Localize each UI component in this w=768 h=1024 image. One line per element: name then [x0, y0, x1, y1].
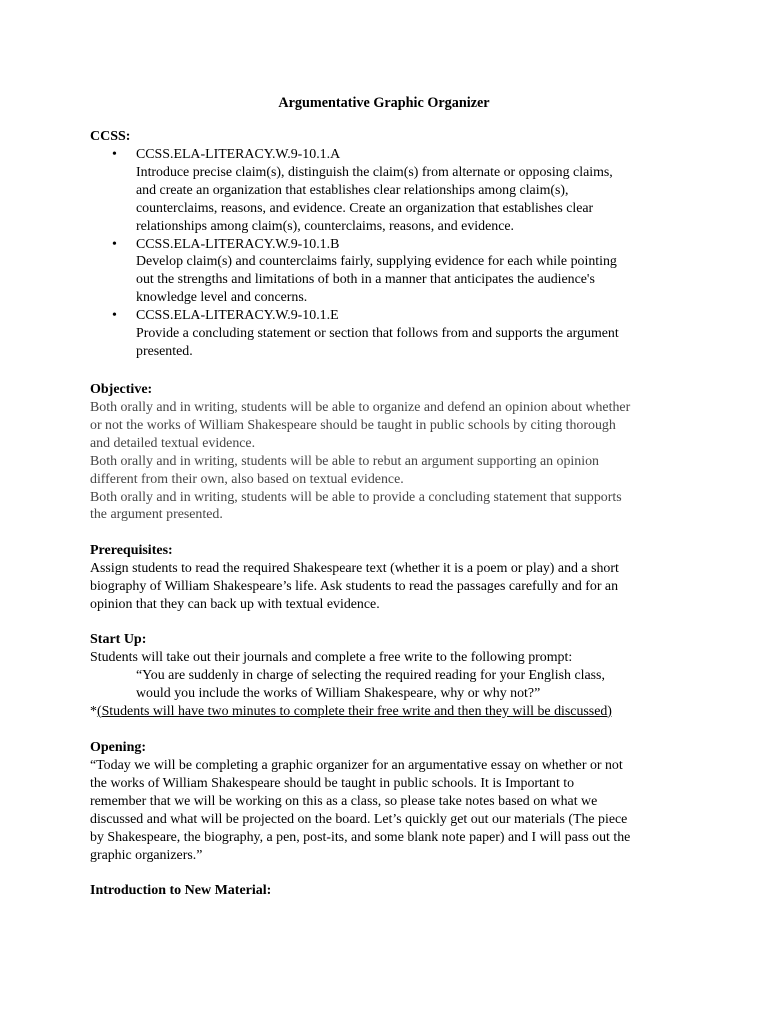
prerequisites-heading: Prerequisites:: [90, 543, 173, 558]
startup-intro: Students will take out their journals and complete a free write to the following prompt:: [90, 650, 573, 665]
ccss-item-code: CCSS.ELA-LITERACY.W.9-10.1.B: [136, 236, 340, 252]
startup-quote: “You are suddenly in charge of selecting the required reading for your English class,: [136, 667, 605, 683]
objective-section: [90, 381, 690, 524]
ccss-item-text: and create an organization that establishes clear relationships among claim(s),: [136, 182, 569, 198]
objective-text: Both orally and in writing, students will be able to organize and defend an opinion about whether: [90, 400, 631, 415]
ccss-item-a: [90, 146, 690, 236]
ccss-item-e: [90, 307, 690, 361]
opening-text: discussed and what will be projected on the board. Let’s quickly get out our materials (The piece: [90, 811, 628, 827]
startup-heading: Start Up:: [90, 632, 147, 647]
objective-text: Both orally and in writing, students will be able to provide a concluding statement that supports: [90, 489, 622, 505]
document-title: Argumentative Graphic Organizer: [278, 95, 490, 111]
ccss-item-text: Provide a concluding statement or section that follows from and supports the argument: [136, 326, 619, 342]
new-material-heading: Introduction to New Material:: [90, 883, 272, 898]
bullet-icon: •: [112, 236, 117, 252]
startup-quote: would you include the works of William Shakespeare, why or why not?”: [136, 685, 541, 701]
opening-text: remember that we will be working on this as a class, so please take notes based on what we: [90, 793, 598, 809]
prerequisites-text: biography of William Shakespeare’s life. Ask students to read the passages carefully and for an: [90, 578, 619, 594]
bullet-icon: •: [112, 147, 117, 162]
opening-text: graphic organizers.”: [90, 847, 203, 863]
startup-section: [90, 631, 690, 721]
prerequisites-text: opinion that they can back up with textual evidence.: [90, 596, 380, 612]
objective-text: different from their own, also based on textual evidence.: [90, 471, 404, 487]
ccss-item-text: relationships among claim(s), counterclaims, reasons, and evidence.: [136, 218, 515, 234]
prerequisites-section: [90, 542, 690, 614]
ccss-item-text: Introduce precise claim(s), distinguish the claim(s) from alternate or opposing claims,: [136, 164, 613, 180]
bullet-icon: •: [112, 308, 117, 324]
opening-section: [90, 739, 690, 864]
ccss-item-text: Develop claim(s) and counterclaims fairly, supplying evidence for each while pointing: [136, 254, 617, 270]
startup-note: [90, 703, 690, 721]
opening-text: the works of William Shakespeare should be taught in public schools. It is Important to: [90, 775, 575, 791]
startup-note-prefix: *: [90, 703, 97, 719]
objective-text: and detailed textual evidence.: [90, 435, 256, 451]
startup-note-text: (Students will have two minutes to complete their free write and then they will be discussed): [96, 703, 612, 719]
ccss-section: [90, 128, 690, 361]
opening-heading: Opening:: [90, 740, 147, 755]
ccss-item-text: out the strengths and limitations of both in a manner that anticipates the audience's: [136, 272, 595, 288]
ccss-item-text: counterclaims, reasons, and evidence. Create an organization that establishes clear: [136, 200, 594, 216]
ccss-item-code: CCSS.ELA-LITERACY.W.9-10.1.A: [136, 147, 341, 162]
ccss-item-code: CCSS.ELA-LITERACY.W.9-10.1.E: [136, 308, 339, 324]
ccss-heading: CCSS:: [90, 129, 131, 144]
objective-text: the argument presented.: [90, 507, 223, 523]
new-material-section: [90, 882, 690, 900]
prerequisites-text: Assign students to read the required Shakespeare text (whether it is a poem or play) and a short: [90, 561, 619, 576]
opening-text: by Shakespeare, the biography, a pen, post-its, and some blank note paper) and I will pass out the: [90, 829, 631, 845]
objective-text: Both orally and in writing, students will be able to rebut an argument supporting an opinion: [90, 453, 599, 469]
ccss-item-text: presented.: [136, 343, 193, 359]
opening-text: “Today we will be completing a graphic organizer for an argumentative essay on whether or not: [90, 758, 623, 773]
objective-heading: Objective:: [90, 382, 153, 397]
ccss-item-b: [90, 236, 690, 308]
objective-text: or not the works of William Shakespeare should be taught in public schools by citing thorough: [90, 417, 616, 433]
ccss-item-text: knowledge level and concerns.: [136, 290, 308, 306]
